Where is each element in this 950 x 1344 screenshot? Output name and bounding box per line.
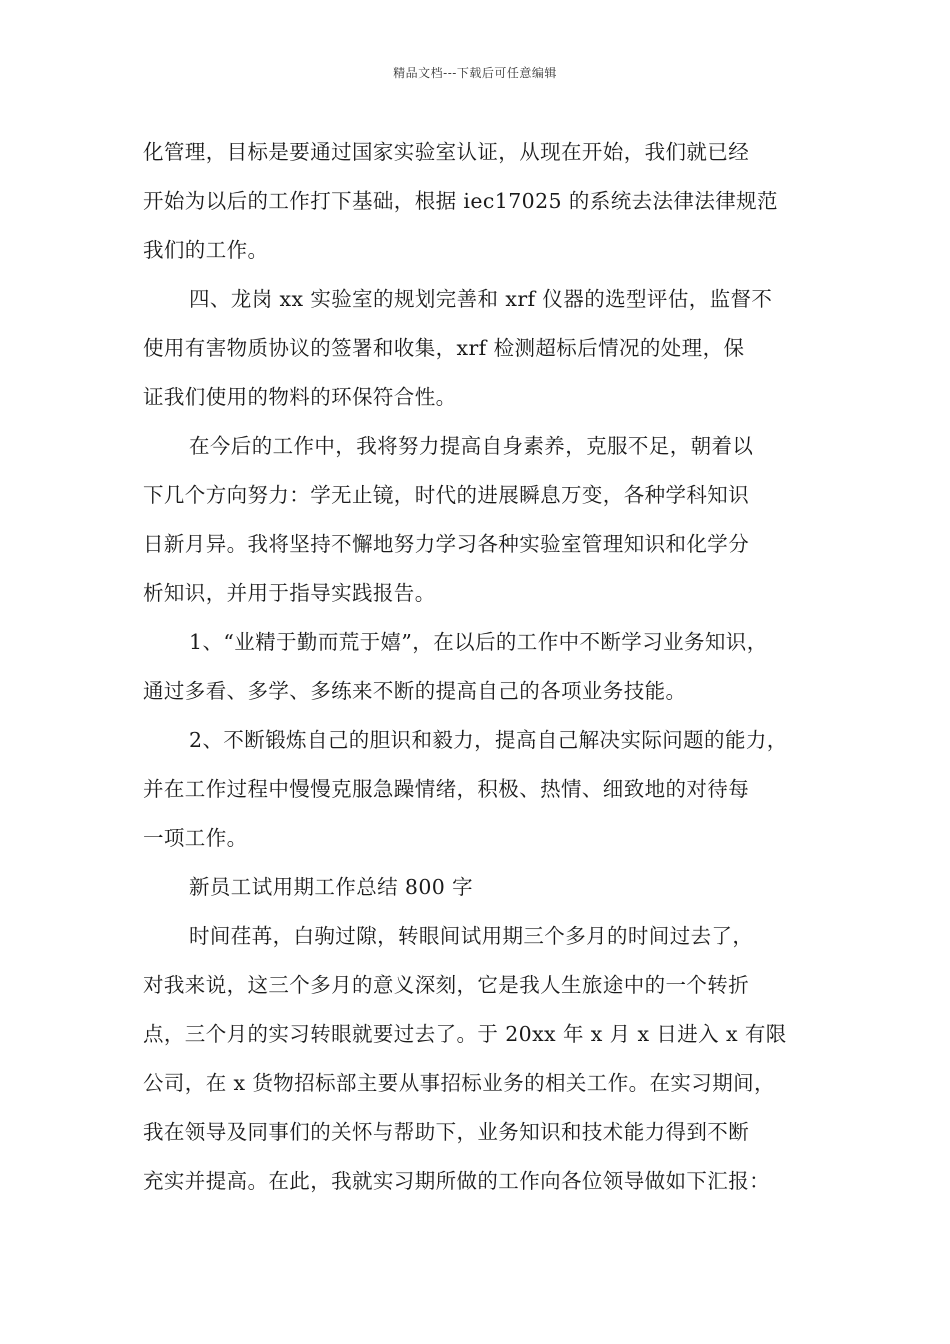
page-header: 精品文档---下载后可任意编辑 (393, 66, 557, 80)
text-line: 我们的工作。 (143, 238, 269, 262)
text-line: 化管理，目标是要通过国家实验室认证，从现在开始，我们就已经 (143, 140, 750, 164)
text-line: 证我们使用的物料的环保符合性。 (143, 385, 457, 409)
document-body (143, 128, 813, 1206)
text-line: 2、不断锻炼自己的胆识和毅力，提高自己解决实际问题的能力， (189, 728, 788, 752)
text-line: 充实并提高。在此，我就实习期所做的工作向各位领导做如下汇报： (143, 1169, 770, 1193)
text-line: 点，三个月的实习转眼就要过去了。于 20xx 年 x 月 x 日进入 x 有限 (143, 1022, 787, 1046)
text-line: 1、“业精于勤而荒于嬉”，在以后的工作中不断学习业务知识， (189, 630, 768, 654)
text-line: 在今后的工作中，我将努力提高自身素养，克服不足，朝着以 (189, 434, 754, 458)
text-line: 对我来说，这三个多月的意义深刻，它是我人生旅途中的一个转折 (143, 973, 750, 997)
text-line: 使用有害物质协议的签署和收集，xrf 检测超标后情况的处理，保 (143, 336, 745, 360)
text-line: 四、龙岗 xx 实验室的规划完善和 xrf 仪器的选型评估，监督不 (189, 287, 773, 311)
text-line: 通过多看、多学、多练来不断的提高自己的各项业务技能。 (143, 679, 687, 703)
text-line: 日新月异。我将坚持不懈地努力学习各种实验室管理知识和化学分 (143, 532, 750, 556)
text-line: 公司，在 x 货物招标部主要从事招标业务的相关工作。在实习期间， (143, 1071, 775, 1095)
text-line: 时间荏苒，白驹过隙，转眼间试用期三个多月的时间过去了， (189, 924, 754, 948)
text-line: 我在领导及同事们的关怀与帮助下，业务知识和技术能力得到不断 (143, 1120, 750, 1144)
text-line: 开始为以后的工作打下基础，根据 iec17025 的系统去法律法律规范 (143, 189, 778, 213)
text-line: 并在工作过程中慢慢克服急躁情绪，积极、热情、细致地的对待每 (143, 777, 750, 801)
text-line: 析知识，并用于指导实践报告。 (143, 581, 436, 605)
text-line: 下几个方向努力：学无止镜，时代的进展瞬息万变，各种学科知识 (143, 483, 750, 507)
text-line: 新员工试用期工作总结 800 字 (189, 875, 474, 899)
text-line: 一项工作。 (143, 826, 248, 850)
